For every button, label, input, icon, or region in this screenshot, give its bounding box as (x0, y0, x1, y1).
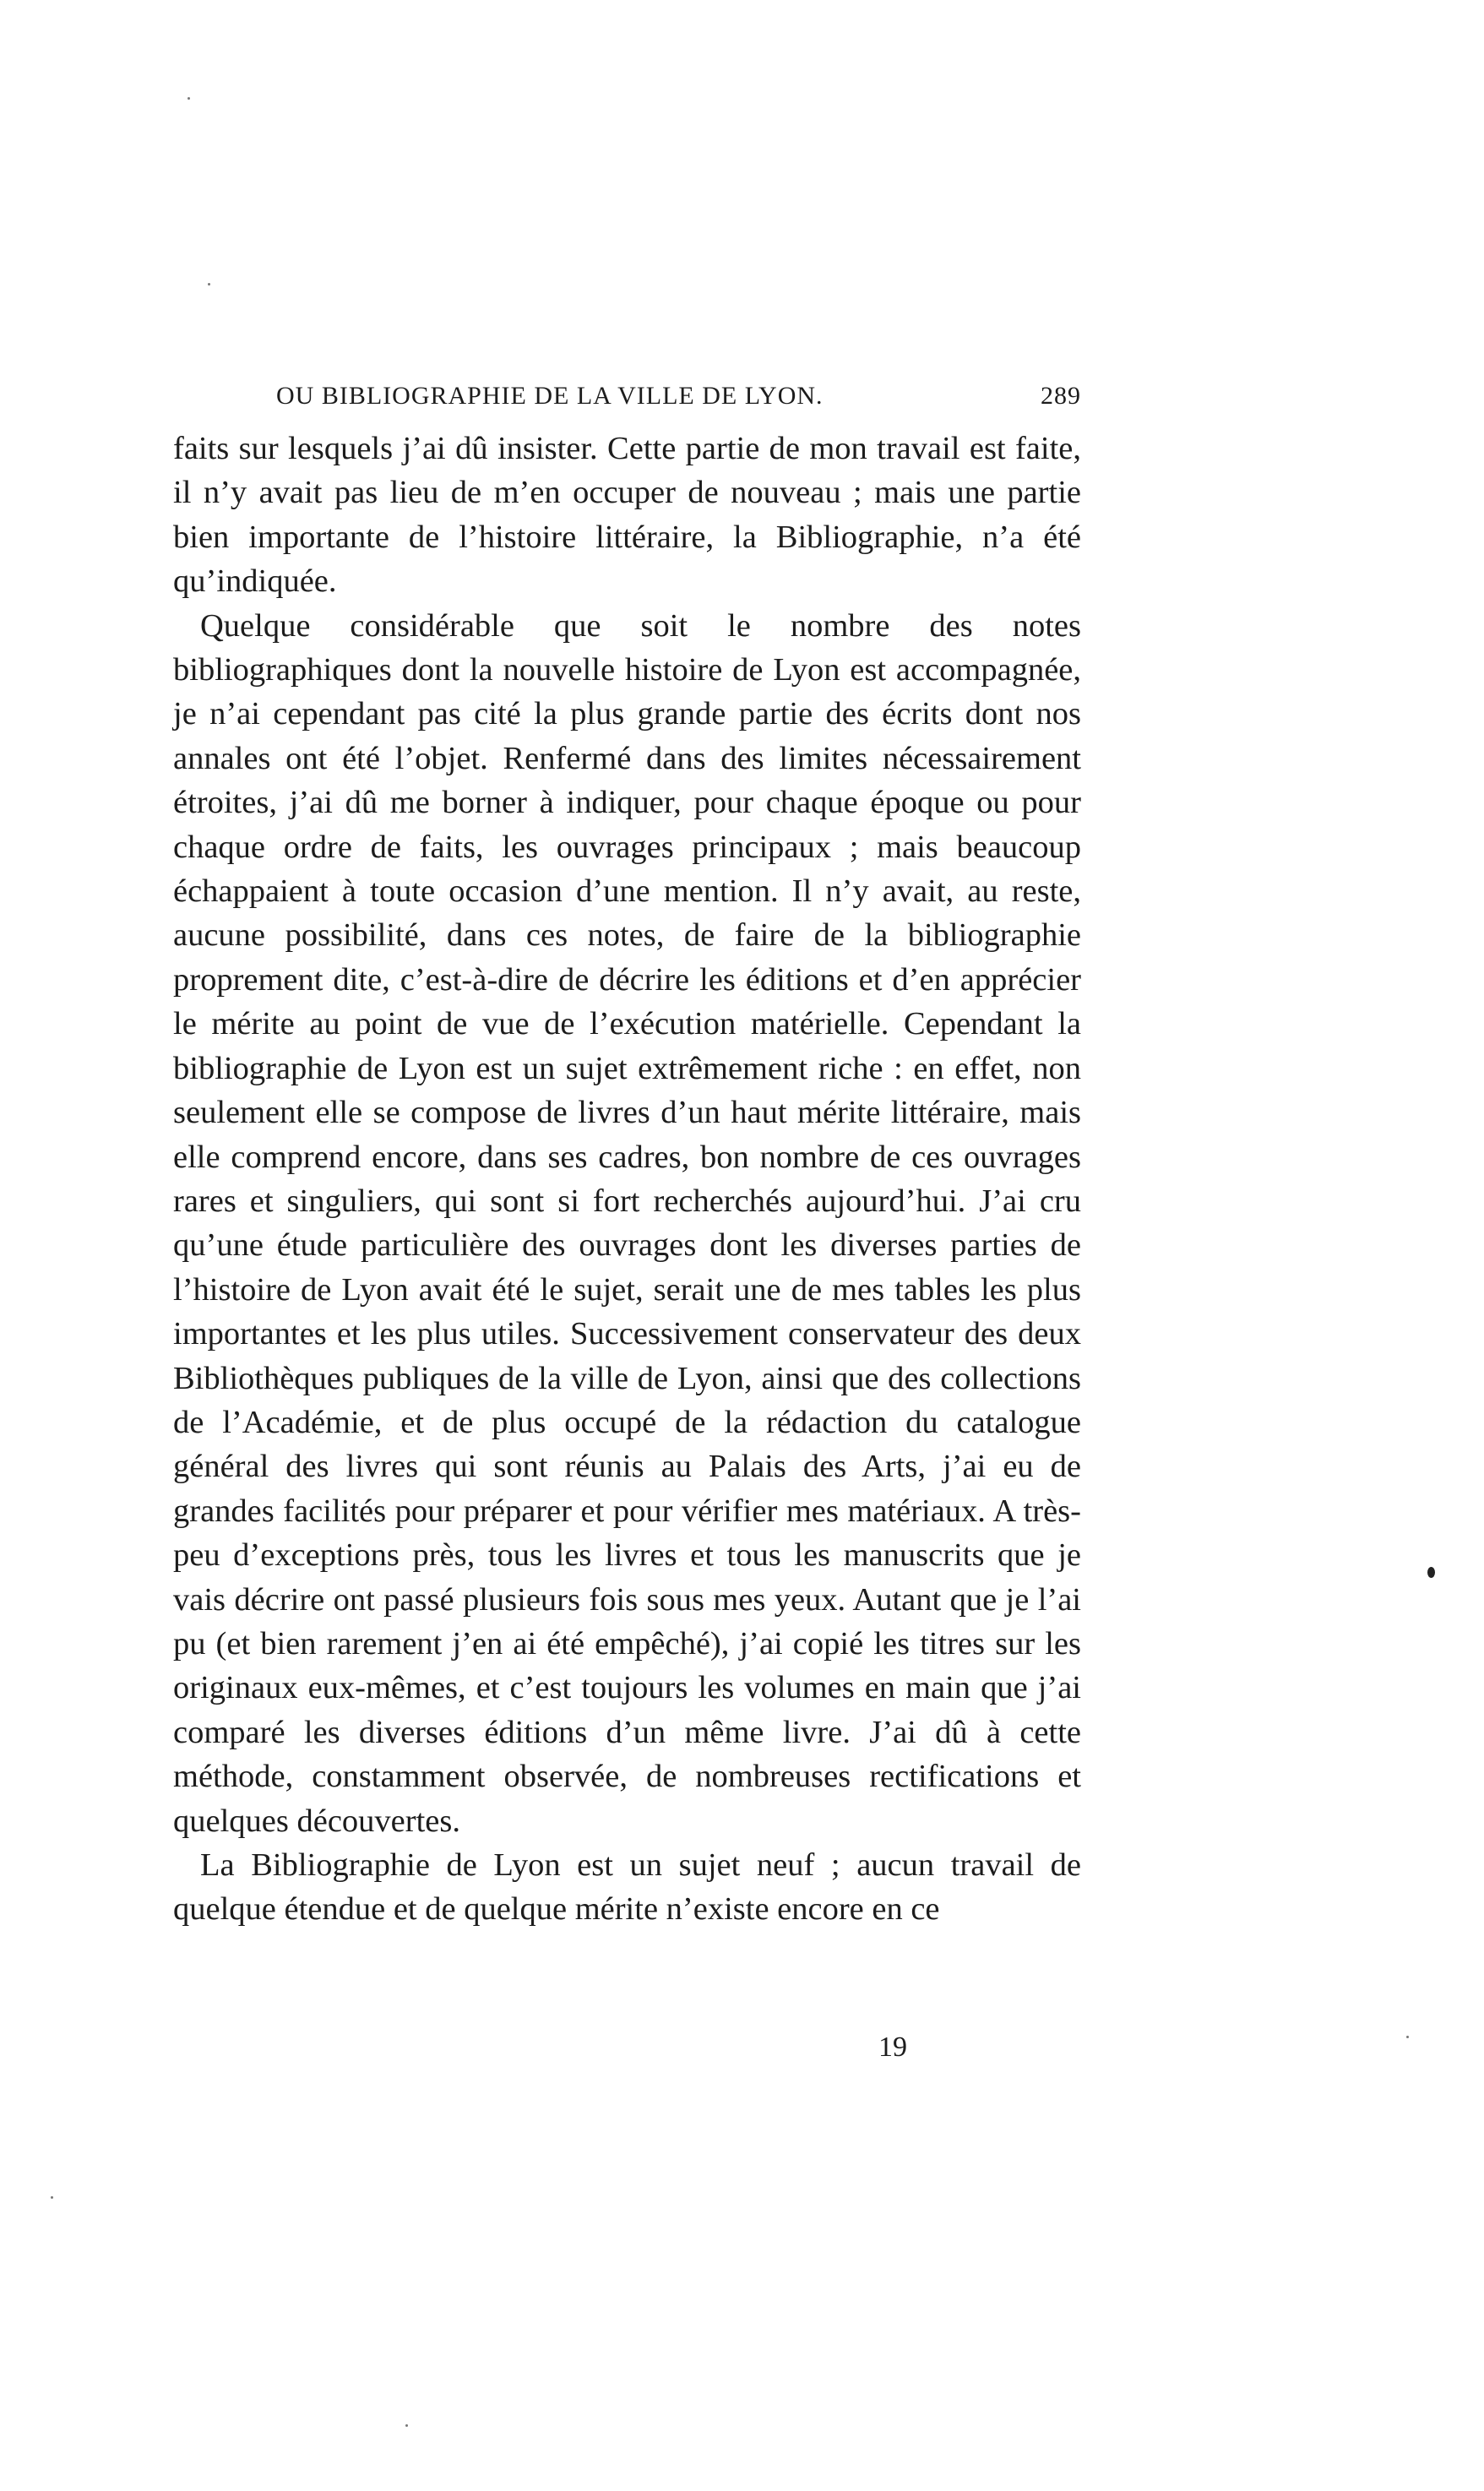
scan-speck (51, 2196, 53, 2199)
body-text (173, 427, 1081, 1932)
scan-speck (208, 283, 210, 286)
signature-mark: 19 (878, 2031, 907, 2063)
page-number: 289 (1041, 382, 1081, 410)
scan-speck (405, 2424, 408, 2427)
paragraph-2: Quelque considérable que soit le nombre des notes bibliographiques dont la nouvelle histoire de Lyon est accompagnée, je n’ai cependant pas cité la plus grande partie des écrits dont nos annales ont été l’objet. Renfermé dans des limites nécessairement étroites, j’ai dû me borner à indiquer, pour chaque époque ou pour chaque ordre de faits, les ouvrages principaux ; mais beaucoup échappaient à toute occasion d’une mention. Il n’y avait, au reste, aucune possibilité, dans ces notes, de faire de la bibliographie proprement dite, c’est-à-dire de décrire les éditions et d’en apprécier le mérite au point de vue de l’exécution matérielle. Cependant la bibliographie de Lyon est un sujet extrêmement riche : en effet, non seulement elle se compose de livres d’un haut mérite littéraire, mais elle comprend encore, dans ses cadres, bon nombre de ces ouvrages rares et singuliers, qui sont si fort recherchés aujourd’hui. J’ai cru qu’une étude particulière des ouvrages dont les diverses parties de l’histoire de Lyon avait été le sujet, serait une de mes tables les plus importantes et les plus utiles. Successivement conservateur des deux Bibliothèques publiques de la ville de Lyon, ainsi que des collections de l’Académie, et de plus occupé de la rédaction du catalogue général des livres qui sont réunis au Palais des Arts, j’ai eu de grandes facilités pour préparer et pour vérifier mes matériaux. A très-peu d’exceptions près, tous les livres et tous les manuscrits que je vais décrire ont passé plusieurs fois sous mes yeux. Autant que je l’ai pu (et bien rarement j’en ai été empêché), j’ai copié les titres sur les originaux eux-mêmes, et c’est toujours les volumes en main que j’ai comparé les diverses éditions d’un même livre. J’ai dû à cette méthode, constamment observée, de nombreuses rectifications et quelques découvertes. (173, 607, 1081, 1839)
running-head (173, 382, 1081, 432)
scan-speck (1427, 1567, 1435, 1578)
running-head-title: OU BIBLIOGRAPHIE DE LA VILLE DE LYON. (276, 382, 824, 410)
paragraph-1: faits sur lesquels j’ai dû insister. Cette partie de mon travail est faite, il n’y avait pas lieu de m’en occuper de nouveau ; mais une partie bien importante de l’histoire littéraire, la Bibliographie, n’a été qu’indiquée. (173, 431, 1081, 600)
scan-speck (188, 97, 190, 100)
scan-speck (1406, 2036, 1409, 2038)
paragraph-3: La Bibliographie de Lyon est un sujet neuf ; aucun travail de quelque étendue et de quelque mérite n’existe encore en ce (173, 1847, 1081, 1928)
